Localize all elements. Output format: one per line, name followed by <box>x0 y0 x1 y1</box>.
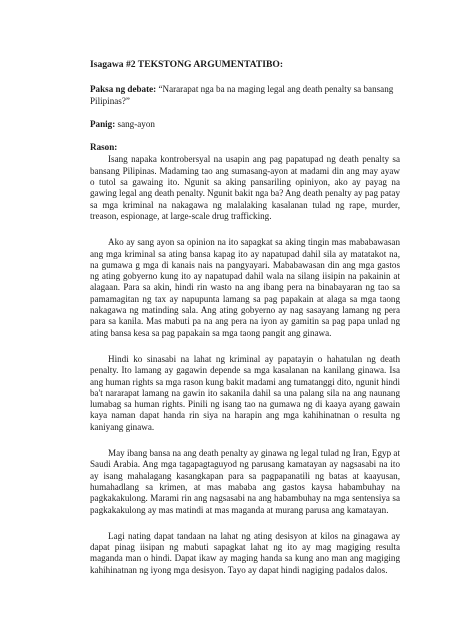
paragraph-human-rights: Hindi ko sinasabi na lahat ng kriminal ay papatayin o hahatulan ng death penalty. Ito lamang ay gagawin depende sa mga kasalanan na kanilang ginawa. Isa ang human rights sa mga rason kung bakit madami ang tumatanggi dito, ngunit hindi ba't nararapat lamang na gawin ito sakanila dahil sa una palang sila na ang naunang lumabag sa human rights. Pinili ng isang tao na gumawa ng di kaaya ayang gawain kaya naman dapat handa rin siya na harapin ang mga kahihinatnan o resulta ng kaniyang ginawa. <box>90 353 400 432</box>
panig-label: Panig: <box>90 118 116 129</box>
document-heading: Isagawa #2 TEKSTONG ARGUMENTATIBO: <box>90 59 284 70</box>
paksa-label: Paksa ng debate: <box>90 84 157 95</box>
paksa-line <box>90 84 400 107</box>
paragraph-conclusion: Lagi nating dapat tandaan na lahat ng ating desisyon at kilos na ginagawa ay dapat pinag iisipan ng mabuti sapagkat lahat ng ito ay mag magiging resulta maganda man o hindi. Dapat ikaw ay maging handa sa kung ano man ang magiging kahihinatnan ng iyong mga desisyon. Tayo ay dapat hindi nagiging padalos dalos. <box>90 530 400 575</box>
paragraph-other-countries: May ibang bansa na ang death penalty ay ginawa ng legal tulad ng Iran, Egyp at Saudi Arabia. Ang mga tagapagtaguyod ng parusang kamatayan ay nagsasabi na ito ay isang mahalagang kasangkapan para sa pagpapanatili ng batas at kaayusan, humahadlang sa krimen, at mas mababa ang gastos kaysa habambuhay na pagkakakulong. Marami rin ang nagsasabi na ang habambuhay na mga sentensiya sa pagkakakulong ay mas matindi at mas maganda at murang parusa ang kamatayan. <box>90 448 400 515</box>
document-body <box>90 59 400 576</box>
paragraph-reason-crime-cost: Ako ay sang ayon sa opinion na ito sapagkat sa aking tingin mas mababawasan ang mga kriminal sa ating bansa kapag ito ay napatupad dahil sila ay matatakot na, na gumawa g mga di kanais nais na pangyayari. Mababawasan din ang mga gastos ng ating gobyerno kung ito ay napatupad dahil wala na silang iisipin na pakainin at alagaan. Para sa akin, hindi rin wasto na ang ibang pera na binabayaran ng tao sa pamamagitan ng tax ay napupunta lamang sa pag papakain at alaga sa mga taong nakagawa ng matinding sala. Ang ating gobyerno ay nag sasayang lamang ng pera para sa kanila. Mas mabuti pa na ang pera na iyon ay gamitin sa pag papa unlad ng ating bansa kesa sa pag papakain sa mga taong pangit ang ginawa. <box>90 237 400 338</box>
panig-line <box>90 119 400 130</box>
panig-value: sang-ayon <box>117 118 155 129</box>
rason-label: Rason: <box>90 142 118 153</box>
paragraph-intro: Isang napaka kontrobersyal na usapin ang pag papatupad ng death penalty sa bansang Pilipinas. Madaming tao ang sumasang-ayon at madami din ang may ayaw o tutol sa gawaing ito. Ngunit sa aking pansariling opiniyon, ako ay payag na gawing legal ang death penalty. Ngunit bakit nga ba? Ang death penalty ay pag patay sa mga kriminal na nakagawa ng malalaking kasalanan tulad ng rape, murder, treason, espionage, at large-scale drug trafficking. <box>90 154 400 221</box>
paksa-value: “Nararapat nga ba na maging legal ang death penalty sa bansang Pilipinas?” <box>90 84 394 106</box>
